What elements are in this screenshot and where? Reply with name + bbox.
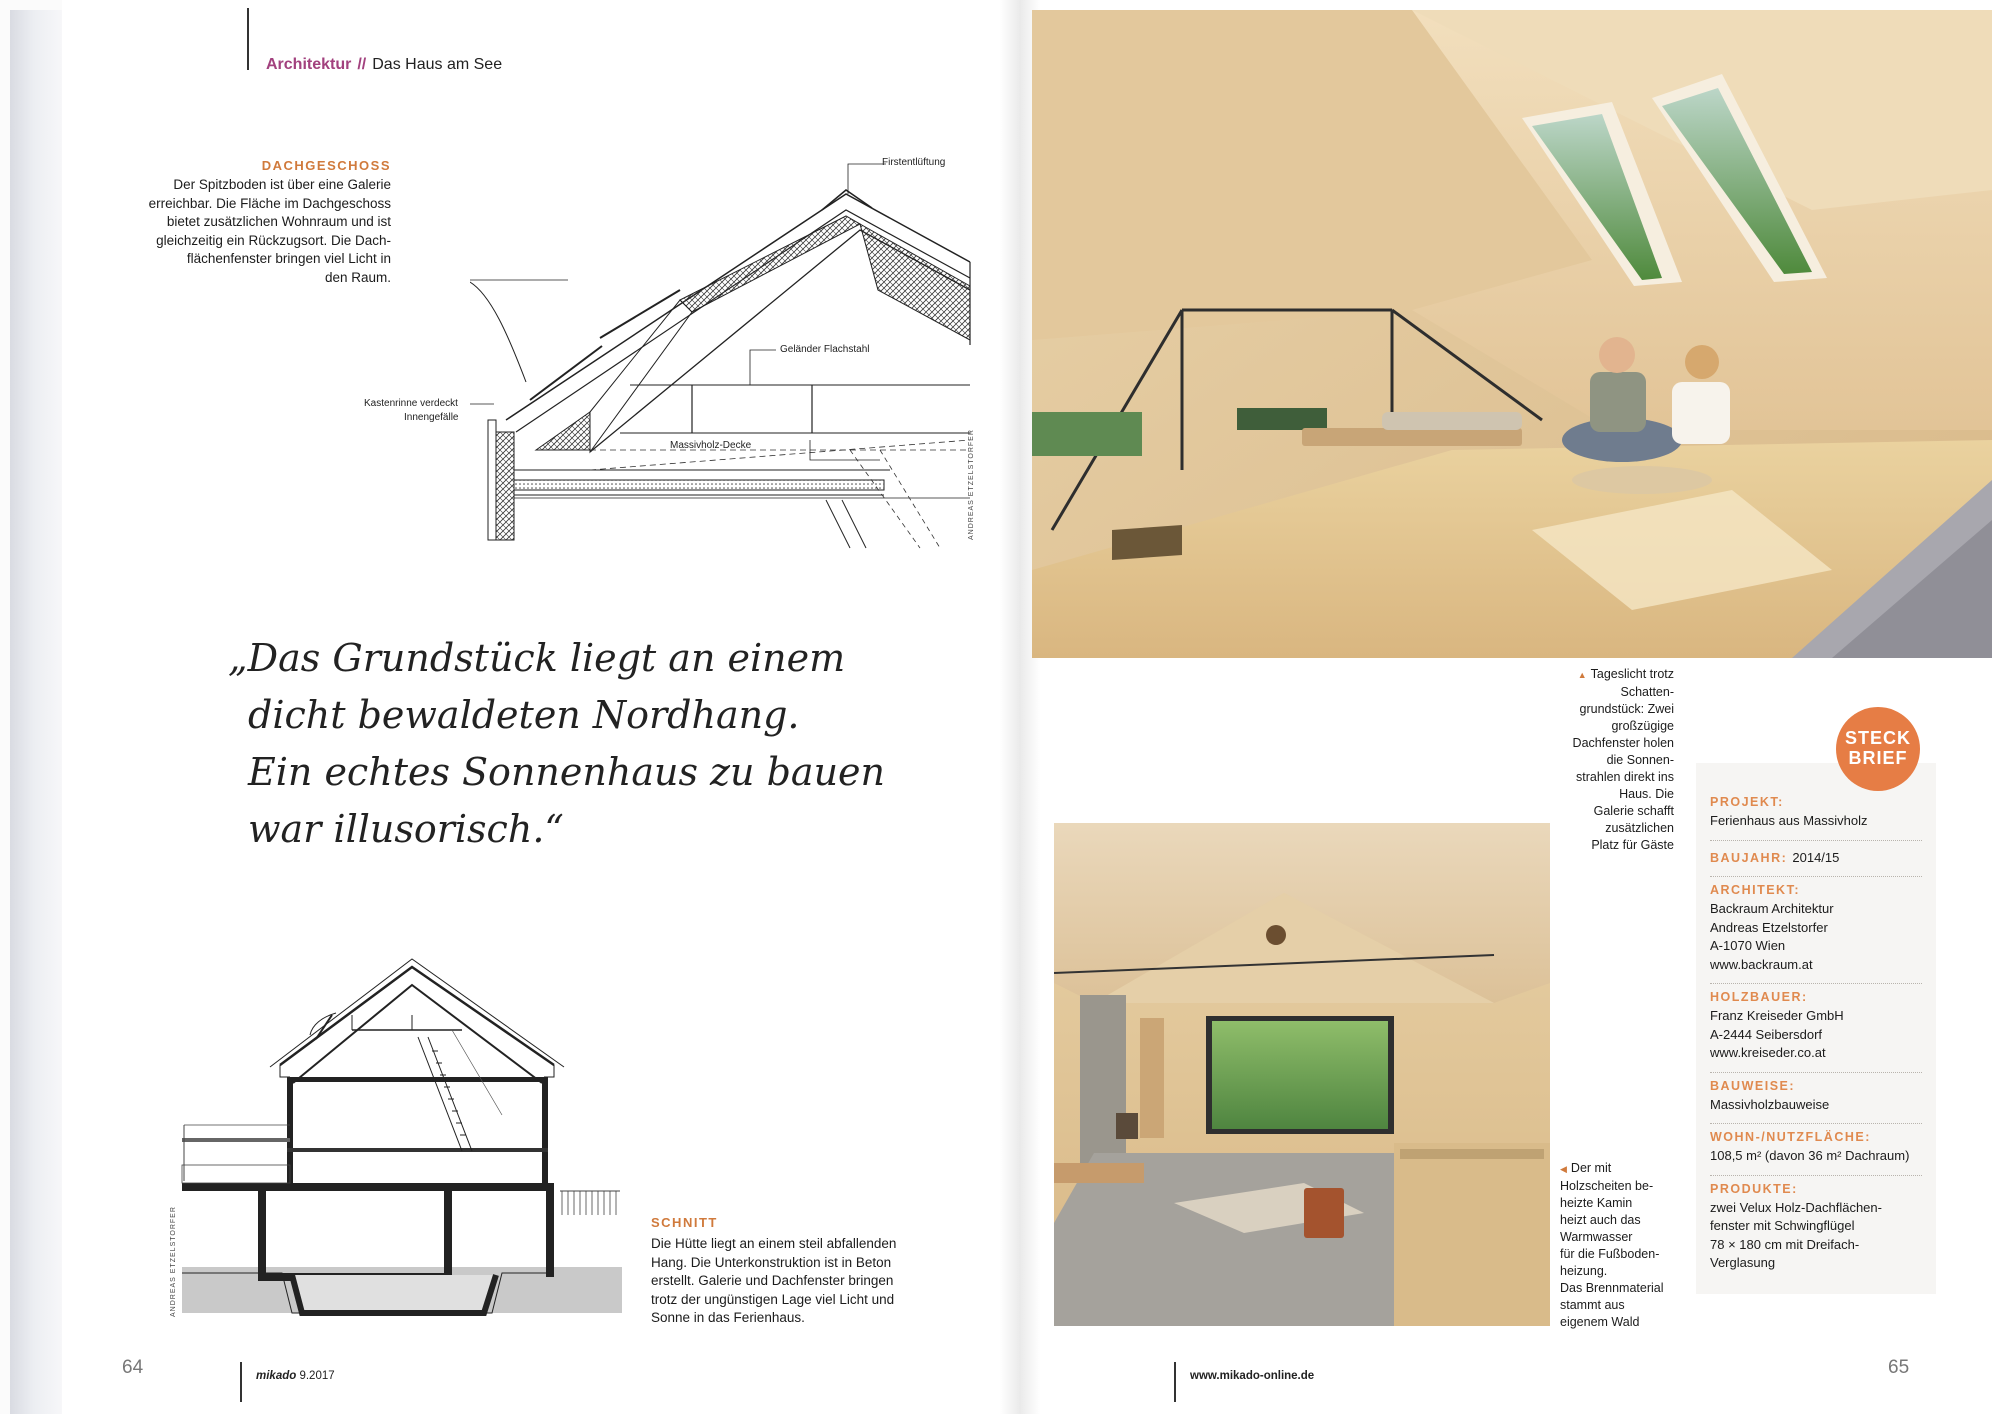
text-line: Dachfenster holen — [1572, 736, 1674, 750]
photo-attic-svg — [1032, 10, 1992, 658]
running-header — [266, 56, 502, 74]
text-line: grundstück: Zwei — [1579, 702, 1674, 716]
steckbrief-value: www.kreiseder.co.at — [1710, 1045, 1826, 1060]
dachgeschoss-text — [136, 176, 391, 287]
page-edge-shadow — [10, 10, 62, 1414]
steckbrief-value: 78 × 180 cm mit Dreifach- — [1710, 1236, 1860, 1252]
steckbrief-value: Massivholzbauweise — [1710, 1096, 1830, 1112]
header-separator: // — [357, 56, 367, 73]
pull-quote — [228, 630, 928, 858]
magazine-issue: 9.2017 — [299, 1370, 335, 1382]
header-section: Architektur — [266, 56, 352, 73]
text-line: strahlen direkt ins — [1576, 770, 1674, 784]
roof-detail-svg — [470, 150, 990, 550]
section-svg — [162, 955, 632, 1325]
text-line: trotz der ungünstigen Lage viel Licht und — [651, 1291, 895, 1307]
text-line: stammt aus — [1560, 1298, 1625, 1312]
section-drawing — [162, 955, 632, 1325]
text-line: zusätzlichen — [1605, 821, 1674, 835]
schnitt-text — [651, 1235, 931, 1328]
text-line: den Raum. — [324, 269, 391, 285]
steckbrief-value: fenster mit Schwingflügel — [1710, 1218, 1855, 1233]
text-line: Das Brennmaterial — [1560, 1281, 1664, 1295]
caption-marker-left: ◀ — [1560, 1164, 1567, 1174]
text-line: erreichbar. Die Fläche im Dachgeschoss — [148, 195, 391, 211]
steckbrief-projekt — [1710, 789, 1922, 841]
photo-attic-loft — [1032, 10, 1992, 658]
footer-website: www.mikado-online.de — [1190, 1370, 1315, 1382]
text-line: für die Fußboden- — [1560, 1247, 1660, 1261]
text-line: die Sonnen- — [1606, 753, 1674, 767]
steckbrief-flaeche — [1710, 1124, 1922, 1176]
steckbrief-value: Backraum Architektur — [1710, 901, 1834, 916]
footer-magazine — [256, 1370, 335, 1382]
steckbrief-key: PROJEKT: — [1710, 795, 1784, 809]
steckbrief-value: A-2444 Seibersdorf — [1710, 1026, 1823, 1042]
text-line: Sonne in das Ferienhaus. — [651, 1310, 805, 1325]
steckbrief-value: 108,5 m² (davon 36 m² Dachraum) — [1710, 1148, 1910, 1163]
text-line: Galerie schafft — [1593, 804, 1674, 818]
steckbrief-box — [1696, 763, 1936, 1294]
text-line: gleichzeitig ein Rückzugsort. Die Dach- — [156, 232, 391, 248]
photo-caption-top — [1548, 666, 1674, 854]
steckbrief-value: Verglasung — [1710, 1255, 1776, 1270]
text-line: Der mit — [1570, 1161, 1612, 1175]
label-kastenrinne-2: Innengefälle — [404, 412, 459, 423]
text-line: Hang. Die Unterkonstruktion ist in Beton — [651, 1254, 892, 1270]
text-line: großzügige — [1611, 719, 1674, 733]
text-line: Tageslicht trotz — [1590, 667, 1674, 681]
page-number-left: 64 — [122, 1357, 144, 1378]
text-line: Der Spitzboden ist über eine Galerie — [173, 177, 391, 192]
badge-line: BRIEF — [1848, 748, 1908, 768]
steckbrief-key: BAUJAHR: — [1710, 850, 1788, 865]
text-line: Platz für Gäste — [1591, 838, 1674, 852]
quote-line: Ein echtes Sonnenhaus zu bauen — [248, 750, 886, 794]
detail-drawing-credit: ANDREAS ETZELSTORFER — [968, 429, 975, 540]
magazine-name: mikado — [256, 1370, 297, 1382]
steckbrief-produkte — [1710, 1176, 1922, 1282]
steckbrief-key: PRODUKTE: — [1710, 1181, 1798, 1196]
label-gelaender: Geländer Flachstahl — [780, 344, 870, 355]
quote-line: war illusorisch.“ — [248, 807, 564, 851]
text-line: Haus. Die — [1619, 787, 1674, 801]
steckbrief-key: ARCHITEKT: — [1710, 883, 1800, 897]
steckbrief-value: zwei Velux Holz-Dachflächen- — [1710, 1199, 1882, 1215]
steckbrief-baujahr — [1710, 841, 1922, 878]
steckbrief-architekt — [1710, 877, 1922, 984]
footer-rule-left — [240, 1362, 242, 1402]
label-kastenrinne-1: Kastenrinne verdeckt — [364, 398, 458, 409]
label-firstentlueftung: Firstentlüftung — [882, 157, 946, 168]
steckbrief-value: Andreas Etzelstorfer — [1710, 919, 1828, 935]
text-line: heizung. — [1560, 1264, 1608, 1278]
steckbrief-value: 2014/15 — [1792, 849, 1840, 865]
text-line: eigenem Wald — [1560, 1315, 1640, 1329]
steckbrief-value: Franz Kreiseder GmbH — [1710, 1008, 1844, 1023]
page-number-right: 65 — [1888, 1357, 1910, 1378]
caption-marker-up: ▲ — [1577, 670, 1587, 680]
quote-line: „Das Grundstück liegt an einem — [228, 636, 846, 680]
steckbrief-value: Ferienhaus aus Massivholz — [1710, 813, 1868, 828]
schnitt-caption — [651, 1215, 931, 1328]
badge-line: STECK — [1844, 728, 1911, 748]
quote-line: dicht bewaldeten Nordhang. — [248, 693, 800, 737]
text-line: Holzscheiten be- — [1560, 1179, 1654, 1193]
steckbrief-bauweise — [1710, 1073, 1922, 1125]
steckbrief-holzbauer — [1710, 984, 1922, 1073]
text-line: heizte Kamin — [1560, 1196, 1633, 1210]
text-line: bietet zusätzlichen Wohnraum und ist — [166, 214, 391, 229]
steckbrief-value: www.backraum.at — [1710, 956, 1813, 972]
steckbrief-key: WOHN-/NUTZFLÄCHE: — [1710, 1130, 1871, 1144]
footer-rule-right — [1174, 1362, 1176, 1402]
header-rule — [247, 8, 249, 70]
schnitt-heading: SCHNITT — [651, 1215, 718, 1230]
dachgeschoss-caption — [136, 158, 391, 287]
text-line: flächenfenster bringen viel Licht in — [186, 251, 391, 266]
text-line: Schatten- — [1620, 685, 1674, 699]
text-line: Warmwasser — [1560, 1230, 1633, 1244]
steckbrief-key: HOLZBAUER: — [1710, 990, 1808, 1004]
label-massivholz: Massivholz-Decke — [670, 440, 752, 451]
roof-detail-drawing — [364, 150, 990, 550]
text-line: erstellt. Galerie und Dachfenster bringen — [651, 1273, 894, 1288]
dachgeschoss-heading: DACHGESCHOSS — [261, 158, 391, 173]
text-line: Die Hütte liegt an einem steil abfallenden — [651, 1236, 897, 1251]
photo-living-room — [1054, 823, 1550, 1326]
steckbrief-key: BAUWEISE: — [1710, 1078, 1796, 1093]
photo-living-svg — [1054, 823, 1550, 1326]
photo-caption-bottom — [1560, 1160, 1668, 1331]
steckbrief-value: A-1070 Wien — [1710, 938, 1786, 953]
section-drawing-credit: ANDREAS ETZELSTORFER — [170, 1206, 177, 1317]
steckbrief-badge — [1836, 707, 1920, 791]
header-title: Das Haus am See — [372, 56, 503, 73]
text-line: heizt auch das — [1560, 1213, 1641, 1227]
